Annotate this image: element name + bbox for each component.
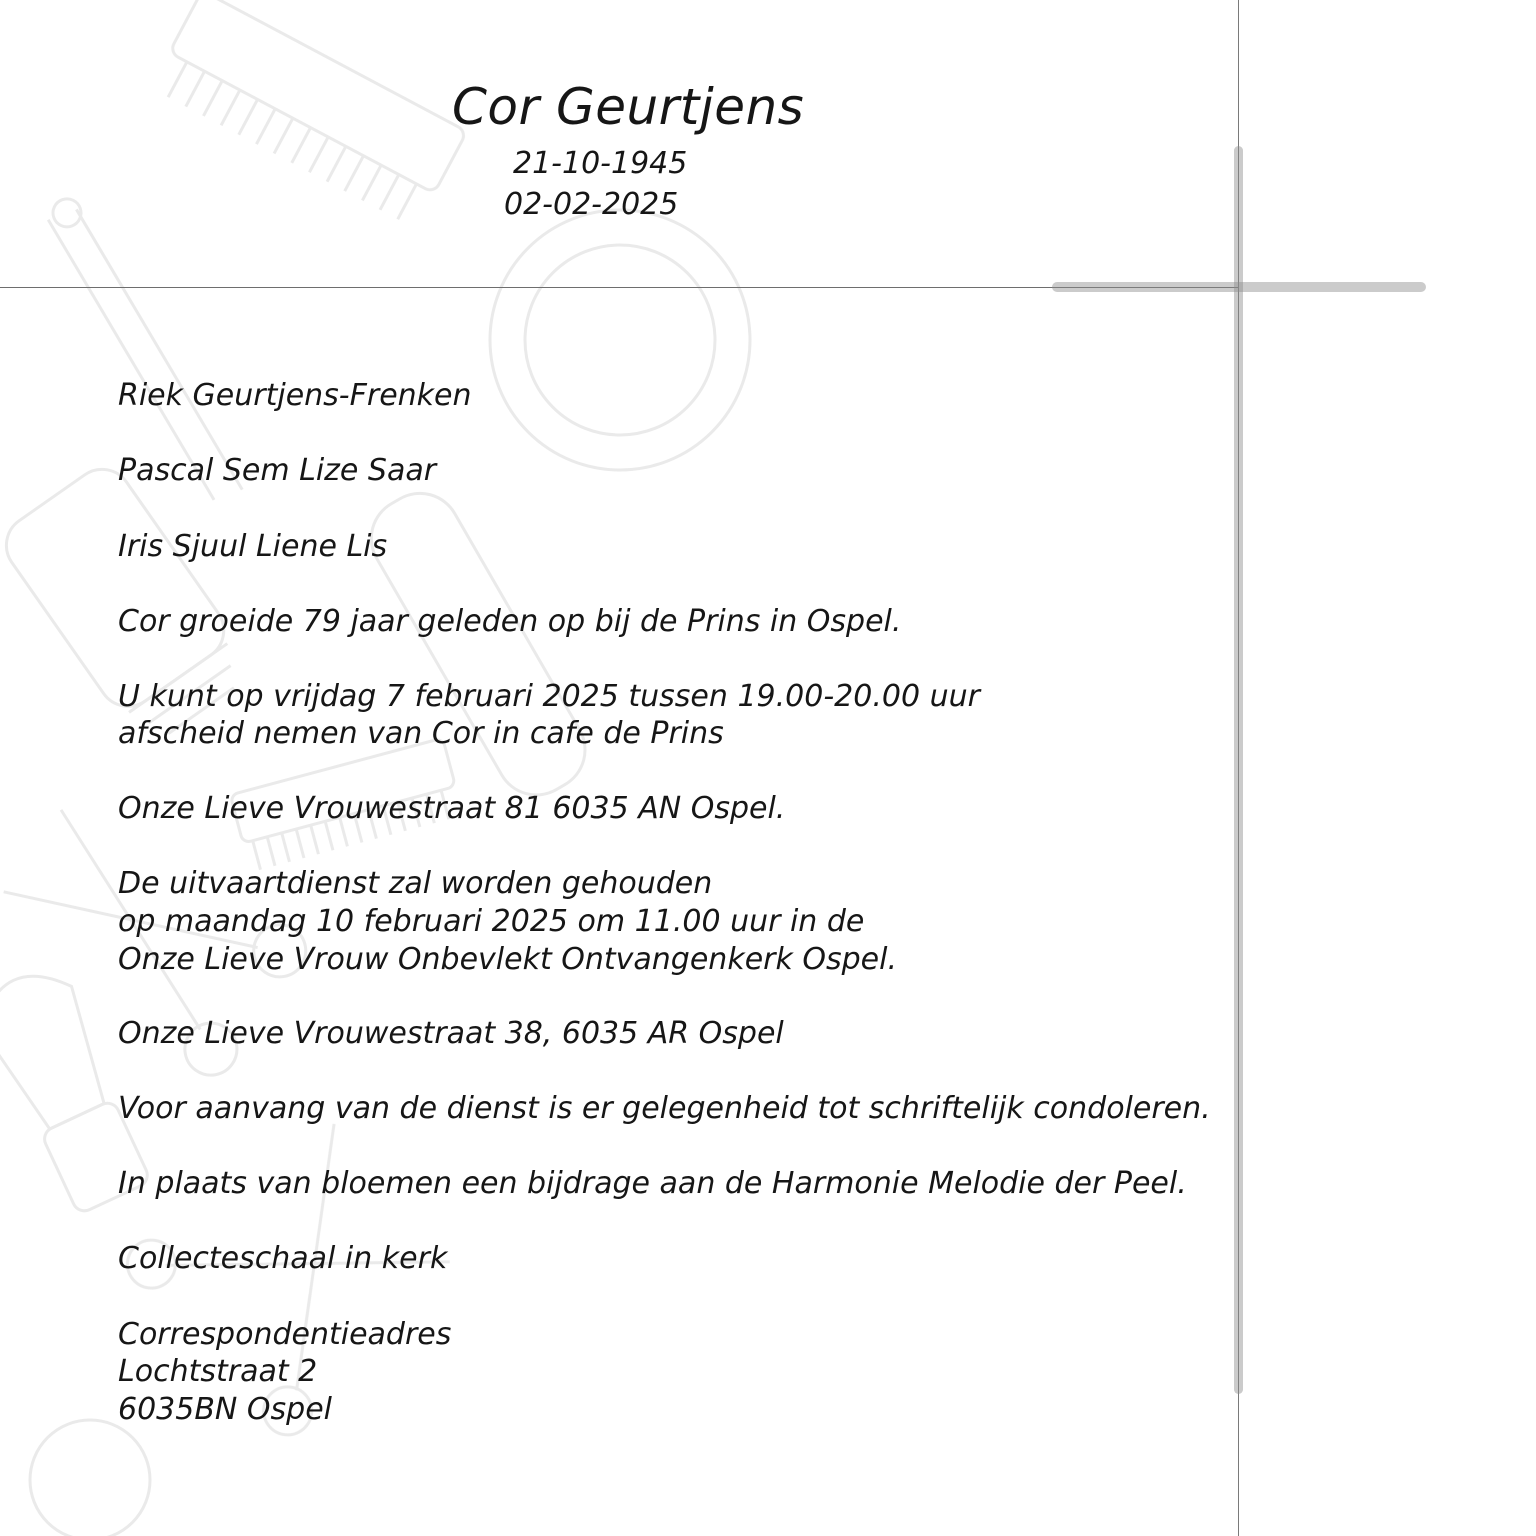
grandchildren-line-2: Iris Sjuul Liene Lis [118, 529, 388, 564]
razor-handle-icon [357, 479, 600, 810]
obituary-header [0, 0, 1238, 287]
collection-note: Collecteschaal in kerk [118, 1241, 448, 1276]
correspondence-label: Correspondentieadres [118, 1317, 452, 1352]
grandchildren-line-1: Pascal Sem Lize Saar [118, 453, 437, 488]
death-date: 02-02-2025 [504, 187, 679, 222]
deceased-name: Cor Geurtjens [452, 78, 805, 136]
farewell-line-2: afscheid nemen van Cor in cafe de Prins [118, 716, 724, 751]
farewell-address: Onze Lieve Vrouwestraat 81 6035 AN Ospel. [118, 791, 786, 826]
mirror-icon [30, 1420, 150, 1536]
service-line-2: op maandag 10 februari 2025 om 11.00 uur in de [118, 904, 865, 939]
cross-icon-vertical-beam [1234, 146, 1243, 1394]
service-line-1: De uitvaartdienst zal worden gehouden [118, 866, 713, 901]
donation-note: In plaats van bloemen een bijdrage aan de Harmonie Melodie der Peel. [118, 1166, 1187, 1201]
condolence-note: Voor aanvang van de dienst is er gelegenheid tot schriftelijk condoleren. [118, 1091, 1211, 1126]
service-line-3: Onze Lieve Vrouw Onbevlekt Ontvangenkerk Ospel. [118, 942, 898, 977]
farewell-line-1: U kunt op vrijdag 7 februari 2025 tussen 19.00-20.00 uur [118, 679, 980, 714]
church-address: Onze Lieve Vrouwestraat 38, 6035 AR Ospel [118, 1016, 784, 1051]
correspondence-street: Lochtstraat 2 [118, 1354, 318, 1389]
correspondence-city: 6035BN Ospel [118, 1392, 332, 1427]
spouse-name: Riek Geurtjens-Frenken [118, 378, 472, 413]
birth-date: 21-10-1945 [513, 146, 688, 181]
biography-line: Cor groeide 79 jaar geleden op bij de Prins in Ospel. [118, 604, 902, 639]
